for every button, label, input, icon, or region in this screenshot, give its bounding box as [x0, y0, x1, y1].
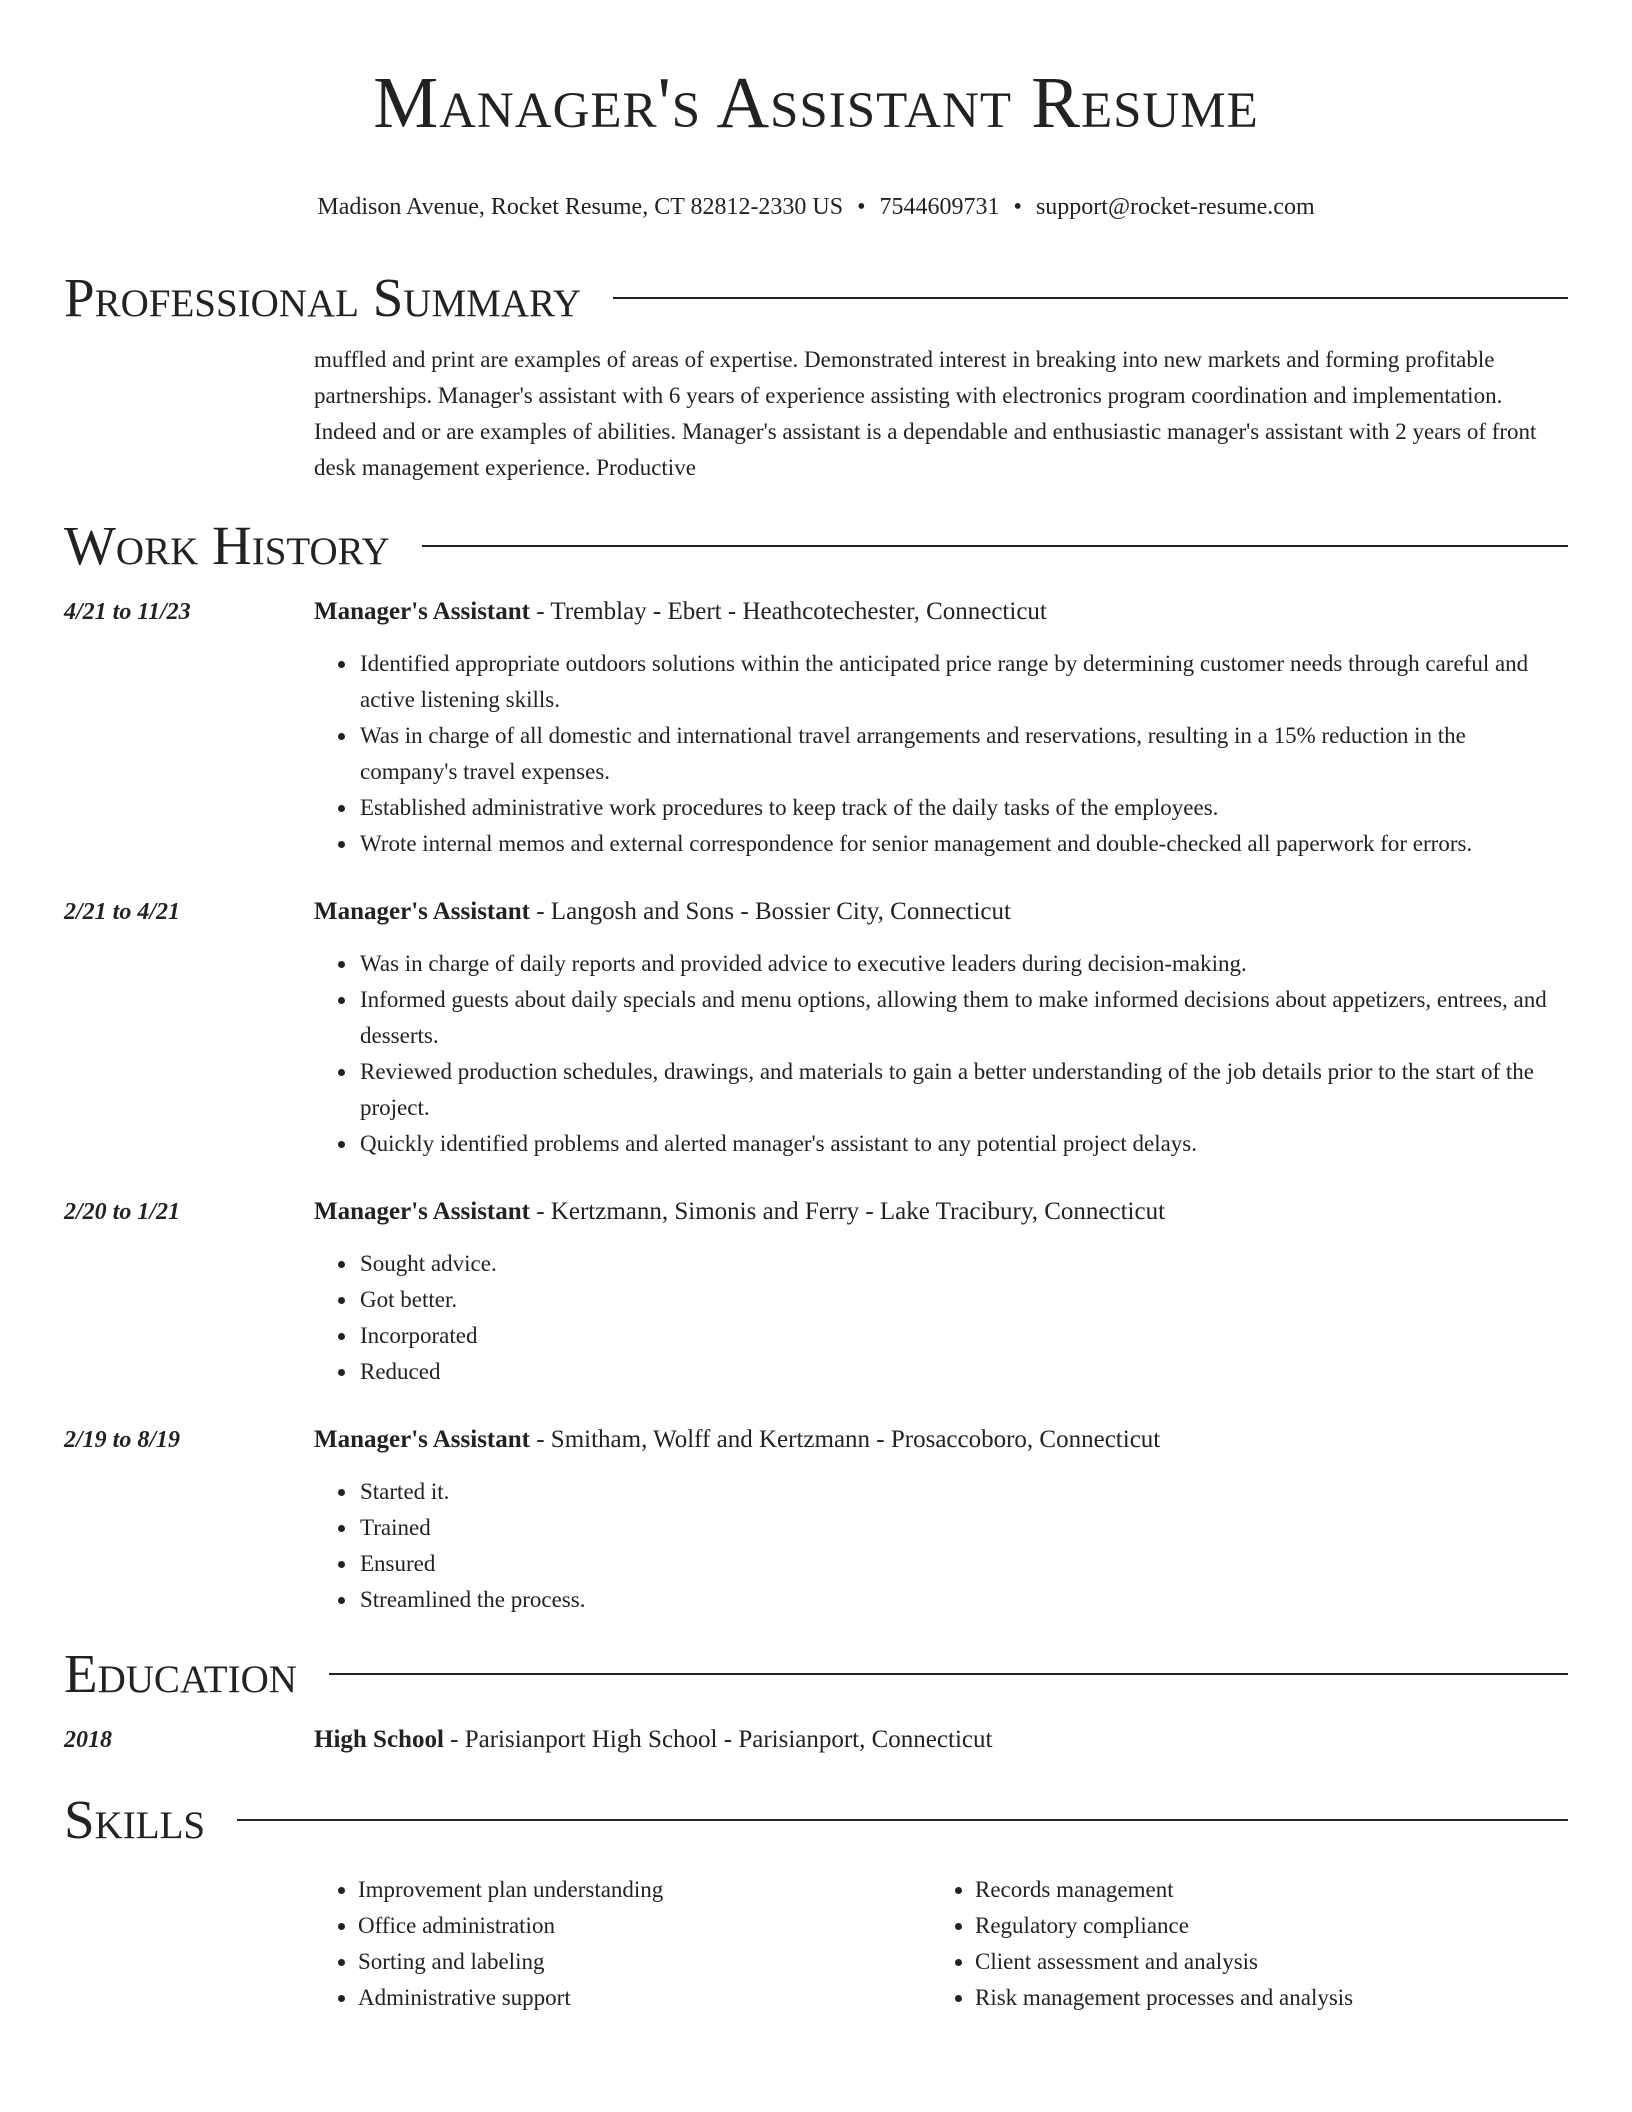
education-school-location: - Parisianport High School - Parisianport, Connecticut — [443, 1726, 993, 1753]
job-duty: • Wrote internal memos and external correspondence for senior management and double-checked all paperwork for errors. — [358, 826, 1568, 862]
education-entry — [64, 1722, 1568, 1758]
job-duty: • Informed guests about daily specials and menu options, allowing them to make informed decisions about appetizers, entrees, and desserts. — [358, 982, 1568, 1054]
job-duty: • Established administrative work procedures to keep track of the daily tasks of the employees. — [358, 790, 1568, 826]
job-body — [314, 1422, 1568, 1618]
contact-address: Madison Avenue, Rocket Resume, CT 82812-2330 US — [317, 194, 844, 220]
skill-item: • Administrative support — [358, 1980, 931, 2016]
skill-item: • Office administration — [358, 1908, 931, 1944]
contact-email: support@rocket-resume.com — [1035, 194, 1315, 220]
education-degree: High School — [314, 1726, 444, 1753]
job-duties — [314, 1474, 1568, 1618]
work-section-header — [64, 512, 1568, 580]
section-divider — [329, 1673, 1568, 1675]
job-body — [314, 1194, 1568, 1390]
section-divider — [613, 297, 1568, 299]
skills-heading: Skills — [64, 1789, 206, 1850]
summary-heading: Professional Summary — [64, 267, 582, 328]
job-duty: • Quickly identified problems and alerted manager's assistant to any potential project delays. — [358, 1126, 1568, 1162]
skill-item: • Client assessment and analysis — [975, 1944, 1548, 1980]
job-title: Manager's Assistant — [314, 598, 530, 625]
work-heading: Work History — [64, 515, 390, 576]
skills-column-right — [931, 1872, 1548, 2016]
job-duty: • Trained — [358, 1510, 1568, 1546]
skill-item: • Risk management processes and analysis — [975, 1980, 1548, 2016]
job-duties — [314, 1246, 1568, 1390]
job-header — [314, 1194, 1568, 1230]
job-duty: • Identified appropriate outdoors solutions within the anticipated price range by determining customer needs through careful and active listening skills. — [358, 646, 1568, 718]
job-employer-location: - Tremblay - Ebert - Heathcotechester, Connecticut — [529, 598, 1047, 625]
job-duties — [314, 946, 1568, 1162]
education-header — [314, 1722, 1568, 1758]
job-duty: • Sought advice. — [358, 1246, 1568, 1282]
job-duty: • Reduced — [358, 1354, 1568, 1390]
contact-separator: • — [1013, 194, 1022, 220]
section-divider — [422, 545, 1568, 547]
job-title: Manager's Assistant — [314, 898, 530, 925]
job-title: Manager's Assistant — [314, 1198, 530, 1225]
job-duty: • Streamlined the process. — [358, 1582, 1568, 1618]
job-body — [314, 894, 1568, 1162]
job-duties — [314, 646, 1568, 862]
job-dates: 2/20 to 1/21 — [64, 1199, 181, 1225]
job-duty: • Got better. — [358, 1282, 1568, 1318]
skill-item: • Improvement plan understanding — [358, 1872, 931, 1908]
job-entry — [64, 594, 1568, 862]
job-entry — [64, 1422, 1568, 1618]
job-duty: • Reviewed production schedules, drawings, and materials to gain a better understanding of the job details prior to the start of the project. — [358, 1054, 1568, 1126]
skills-column-left — [314, 1872, 931, 2016]
skills-list — [314, 1872, 1568, 2016]
job-entry — [64, 894, 1568, 1162]
job-dates: 4/21 to 11/23 — [64, 599, 191, 625]
job-header — [314, 594, 1568, 630]
job-duty: • Was in charge of all domestic and international travel arrangements and reservations, resulting in a 15% reduction in the company's travel expenses. — [358, 718, 1568, 790]
job-duty: • Started it. — [358, 1474, 1568, 1510]
job-employer-location: - Langosh and Sons - Bossier City, Connecticut — [529, 898, 1011, 925]
section-divider — [237, 1819, 1568, 1821]
skill-item: • Regulatory compliance — [975, 1908, 1548, 1944]
skill-item: • Sorting and labeling — [358, 1944, 931, 1980]
job-duty: • Incorporated — [358, 1318, 1568, 1354]
education-year: 2018 — [64, 1727, 112, 1753]
education-body — [314, 1722, 1568, 1758]
contact-phone: 7544609731 — [879, 194, 1000, 220]
job-title: Manager's Assistant — [314, 1426, 530, 1453]
job-body — [314, 594, 1568, 862]
contact-separator: • — [857, 194, 866, 220]
job-header — [314, 1422, 1568, 1458]
job-dates: 2/19 to 8/19 — [64, 1427, 181, 1453]
job-dates: 2/21 to 4/21 — [64, 899, 181, 925]
contact-line — [64, 192, 1568, 222]
education-heading: Education — [64, 1643, 297, 1704]
skill-item: • Records management — [975, 1872, 1548, 1908]
job-employer-location: - Smitham, Wolff and Kertzmann - Prosaccoboro, Connecticut — [529, 1426, 1161, 1453]
job-employer-location: - Kertzmann, Simonis and Ferry - Lake Tracibury, Connecticut — [529, 1198, 1166, 1225]
skills-section-header — [64, 1786, 1568, 1854]
resume-title: Manager's Assistant Resume — [373, 62, 1259, 143]
job-duty: • Ensured — [358, 1546, 1568, 1582]
job-duty: • Was in charge of daily reports and provided advice to executive leaders during decision-making. — [358, 946, 1568, 982]
summary-text: muffled and print are examples of areas of expertise. Demonstrated interest in breaking into new markets and forming profitable partnerships. Manager's assistant with 6 years of experience assisting with electronics program coordination and implementation. Indeed and or are examples of abilities. Manager's assistant is a dependable and enthusiastic manager's assistant with 2 years of front desk management experience. Productive — [314, 347, 1537, 480]
summary-section-header — [64, 264, 1568, 332]
education-section-header — [64, 1640, 1568, 1708]
job-header — [314, 894, 1568, 930]
job-entry — [64, 1194, 1568, 1390]
